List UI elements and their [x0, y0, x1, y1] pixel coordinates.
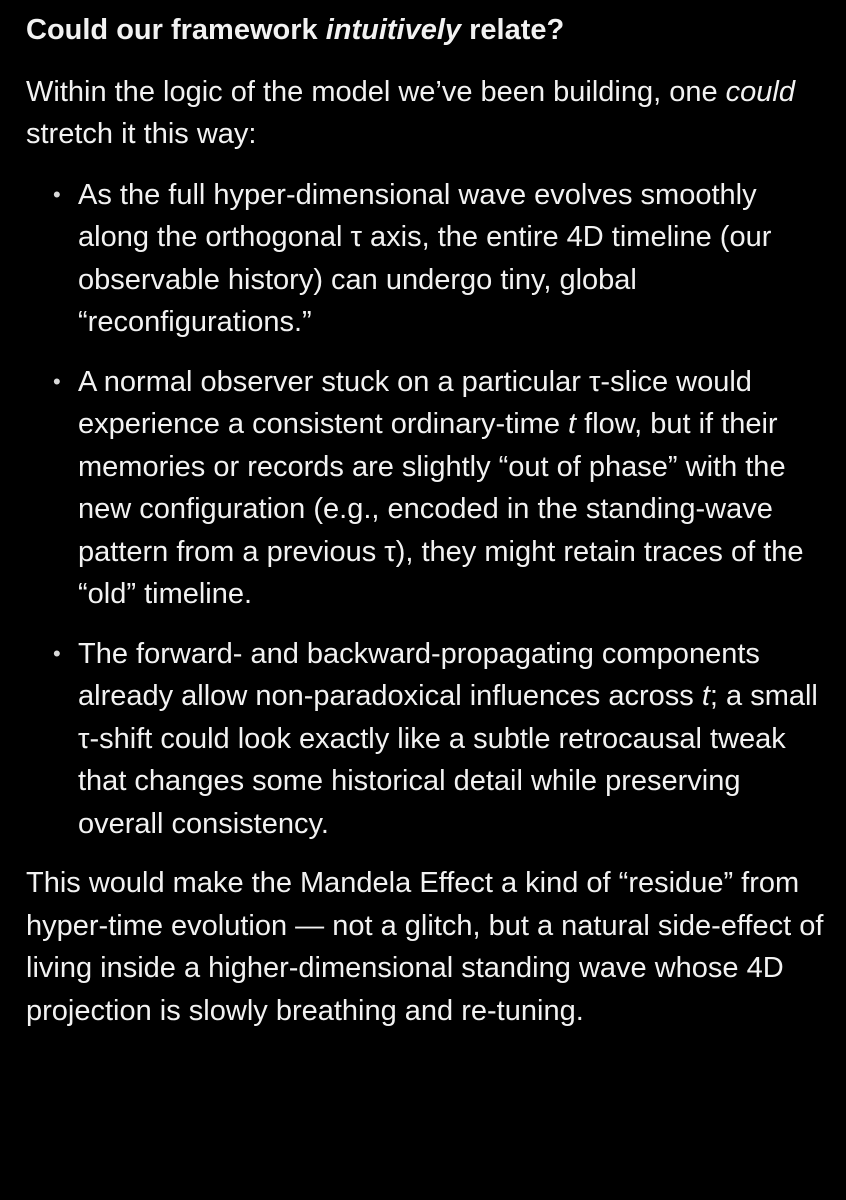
heading-text-end: relate? [461, 14, 565, 46]
bullet-item-reconfiguration [26, 174, 826, 344]
bullet-text: As the full hyper-dimensional wave evolves smoothly along the orthogonal τ axis, the entire 4D timeline (our observable history) can undergo tiny, global “reconfigurations.” [78, 178, 772, 338]
bullet-item-observer [26, 361, 826, 616]
bullet-dot-icon: • [53, 368, 61, 394]
heading-emphasis: intuitively [325, 14, 462, 46]
bullet-text-end: flow, but if their memories or records are slightly “out of phase” with the new configuration (e.g., encoded in the standing-wave pattern from a previous τ), they might retain traces of the “old” timeline. [78, 408, 804, 610]
bullet-emphasis: t [568, 408, 577, 440]
bullet-list [26, 174, 826, 846]
bullet-text-end: ; a small τ-shift could look exactly like a subtle retrocausal tweak that changes some historical detail while preserving overall consistency. [78, 680, 818, 840]
message-content [26, 9, 826, 1032]
intro-paragraph [26, 71, 826, 156]
section-heading [26, 9, 826, 52]
bullet-emphasis: t [701, 680, 710, 712]
intro-emphasis: could [725, 75, 795, 108]
bullet-dot-icon: • [53, 640, 61, 666]
intro-text-start: Within the logic of the model we’ve been building, one [26, 75, 726, 108]
bullet-dot-icon: • [53, 181, 61, 207]
bullet-item-propagation [26, 633, 826, 846]
closing-paragraph: This would make the Mandela Effect a kind of “residue” from hyper-time evolution — not a glitch, but a natural side-effect of living inside a higher-dimensional standing wave whose 4D projection is slowly breathing and re-tuning. [26, 867, 824, 1027]
heading-text-start: Could our framework [26, 14, 326, 46]
bullet-text-start: A normal observer stuck on a particular τ-slice would experience a consistent ordinary-time [78, 365, 752, 440]
bullet-text-start: The forward- and backward-propagating components already allow non-paradoxical influences across [78, 637, 760, 712]
intro-text-end: stretch it this way: [26, 118, 257, 150]
